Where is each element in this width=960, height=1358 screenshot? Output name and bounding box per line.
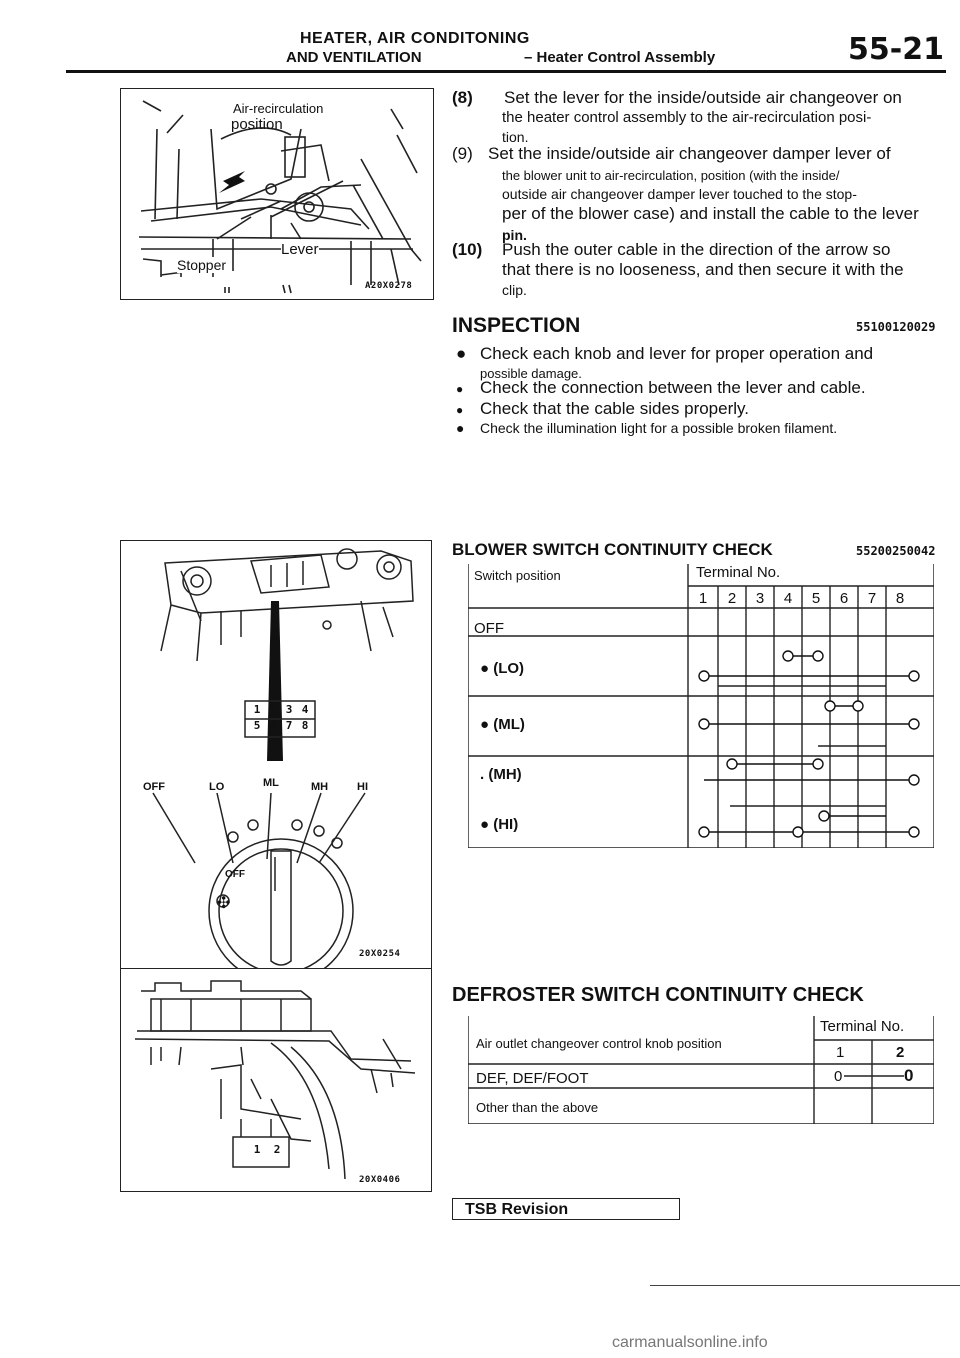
inspection-item-text: Check that the cable sides properly. bbox=[480, 399, 749, 418]
knob-off-label: OFF bbox=[225, 869, 245, 880]
fan-icon: ✣ bbox=[217, 895, 231, 912]
position-label-hi: HI bbox=[357, 781, 368, 793]
defroster-mark-2: 0 bbox=[904, 1066, 914, 1085]
blower-row-hi: ● (HI) bbox=[480, 816, 519, 833]
step-line: the heater control assembly to the air-recirculation posi- bbox=[502, 109, 872, 126]
inspection-code: 55100120029 bbox=[856, 320, 936, 334]
step-line: outside air changeover damper lever touched to the stop- bbox=[502, 186, 857, 202]
blower-continuity-marks bbox=[468, 564, 934, 848]
inspection-item-text: possible damage. bbox=[480, 366, 582, 381]
step-line: Set the inside/outside air changeover damper lever of bbox=[488, 144, 891, 163]
figure-blower-switch bbox=[120, 540, 432, 969]
inspection-item-text: Check each knob and lever for proper operation and bbox=[480, 344, 874, 363]
step-number: (10) bbox=[452, 240, 483, 259]
connector-2pin: 1 2 bbox=[253, 1143, 281, 1156]
header-subtitle: AND VENTILATION bbox=[286, 49, 422, 66]
connector-8pin: 1 2 3 4 5 6 7 8 bbox=[253, 703, 309, 732]
header-rule bbox=[66, 70, 946, 73]
position-label-ml: ML bbox=[263, 777, 279, 789]
callout-lever: Lever bbox=[281, 241, 319, 258]
position-label-mh: MH bbox=[311, 781, 329, 793]
step-number: (9) bbox=[452, 144, 473, 163]
figure2-code: 20X0254 bbox=[359, 949, 401, 959]
step-9 bbox=[452, 144, 942, 254]
inspection-item-text: Check the illumination light for a possible broken filament. bbox=[480, 420, 838, 436]
step-line: the blower unit to air-recirculation, position (with the inside/ bbox=[502, 168, 840, 183]
figure-defroster-switch bbox=[120, 968, 432, 1192]
blower-heading: BLOWER SWITCH CONTINUITY CHECK bbox=[452, 540, 773, 559]
step-10 bbox=[452, 240, 942, 300]
header-title: HEATER, AIR CONDITONING bbox=[300, 30, 530, 47]
defroster-col-terminal: Terminal No. bbox=[820, 1018, 905, 1035]
defroster-table bbox=[468, 1016, 934, 1124]
inspection-item-text: Check the connection between the lever and cable. bbox=[480, 378, 866, 397]
inspection-heading: INSPECTION bbox=[452, 314, 581, 337]
step-line: clip. bbox=[502, 282, 527, 298]
step-8 bbox=[452, 88, 942, 148]
blower-col-switch: Switch position bbox=[474, 568, 561, 583]
header-section: – Heater Control Assembly bbox=[524, 49, 716, 66]
defroster-heading: DEFROSTER SWITCH CONTINUITY CHECK bbox=[452, 984, 864, 1006]
figure3-code: 20X0406 bbox=[359, 1175, 401, 1185]
footer-rule bbox=[650, 1285, 960, 1286]
blower-row-lo: ● (LO) bbox=[480, 660, 525, 677]
defroster-row-other: Other than the above bbox=[476, 1100, 599, 1115]
blower-code: 55200250042 bbox=[856, 544, 936, 558]
defroster-row-def: DEF, DEF/FOOT bbox=[476, 1070, 589, 1087]
blower-table bbox=[468, 564, 934, 848]
defroster-mark-1: 0 bbox=[834, 1068, 843, 1085]
step-number: (8) bbox=[452, 88, 473, 107]
figure-cable-install bbox=[120, 88, 434, 300]
figure1-code: A20X0278 bbox=[365, 281, 413, 291]
step-line: per of the blower case) and install the cable to the lever bbox=[502, 204, 919, 223]
defroster-terminal-1: 1 bbox=[836, 1044, 845, 1061]
step-line: pin. bbox=[502, 227, 527, 243]
figure-blower-switch-drawing bbox=[121, 541, 431, 969]
position-label-lo: LO bbox=[209, 781, 225, 793]
blower-terminal-numbers: 1 2 3 4 5 6 7 8 bbox=[698, 590, 905, 607]
defroster-terminal-2: 2 bbox=[896, 1044, 905, 1061]
callout-stopper: Stopper bbox=[177, 257, 227, 273]
blower-row-ml: ● (ML) bbox=[480, 716, 525, 733]
page-number: 55-21 bbox=[848, 32, 944, 67]
tsb-revision: TSB Revision bbox=[452, 1198, 680, 1220]
blower-row-off: OFF bbox=[474, 620, 504, 637]
step-line: that there is no looseness, and then secure it with the bbox=[502, 260, 904, 279]
callout-position: position bbox=[231, 116, 283, 133]
defroster-col-switch: Air outlet changeover control knob position bbox=[476, 1036, 722, 1051]
callout-air-recirculation: Air-recirculation bbox=[233, 101, 324, 116]
figure-defroster-switch-drawing bbox=[121, 969, 431, 1191]
position-label-off: OFF bbox=[143, 781, 165, 793]
step-line: tion. bbox=[502, 129, 529, 145]
step-line: Set the lever for the inside/outside air changeover on bbox=[504, 88, 902, 107]
step-line: Push the outer cable in the direction of the arrow so bbox=[502, 240, 891, 259]
blower-col-terminal: Terminal No. bbox=[696, 564, 781, 581]
blower-row-mh: . (MH) bbox=[480, 766, 522, 783]
watermark: carmanualsonline.info bbox=[612, 1334, 768, 1351]
